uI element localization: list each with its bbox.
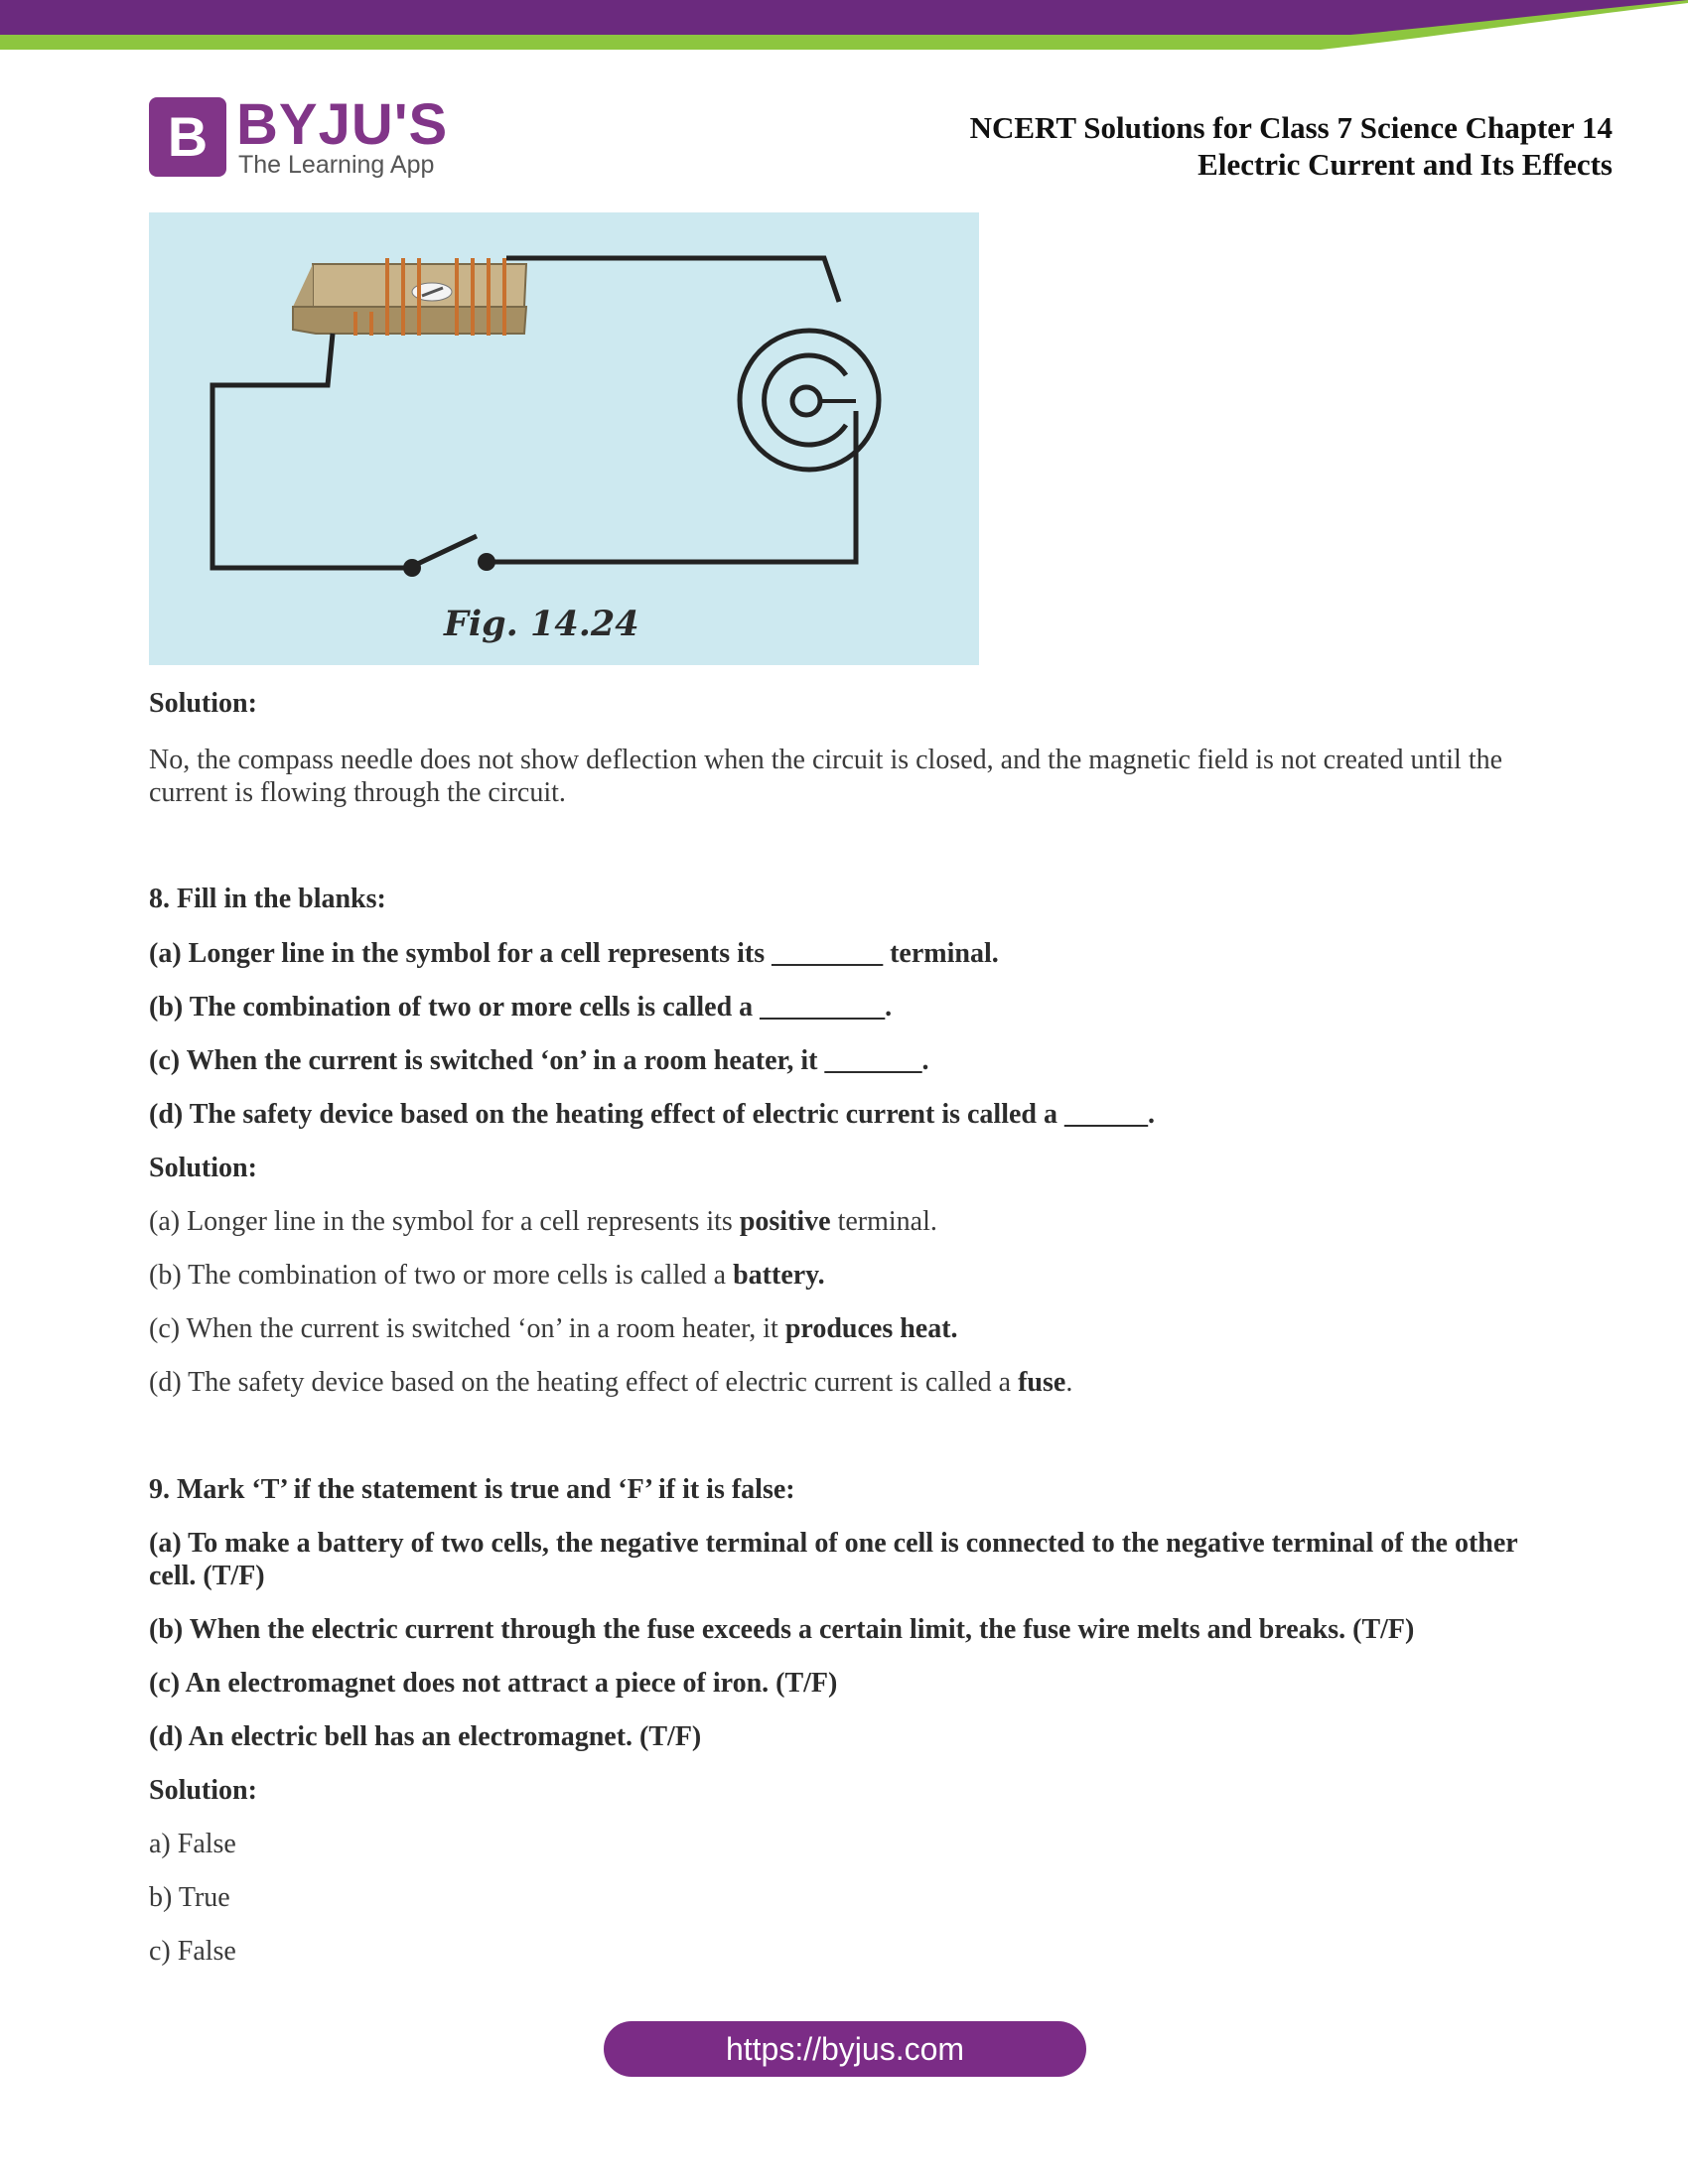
q8-answer-a: (a) Longer line in the symbol for a cell represents its positive terminal. [149, 1206, 937, 1237]
q9-item-a: (a) To make a battery of two cells, the negative terminal of one cell is connected to the negative terminal of the other cell. (T/F) [149, 1528, 1518, 1591]
compass-circuit-diagram [149, 212, 979, 665]
compass-box-side [293, 264, 313, 307]
q9-answer-a: a) False [149, 1829, 236, 1859]
q9-item-d: (d) An electric bell has an electromagnet. (T/F) [149, 1721, 702, 1752]
q8-solution-heading: Solution: [149, 1153, 257, 1183]
q8-item-c: (c) When the current is switched ‘on’ in a room heater, it _______. [149, 1045, 929, 1076]
logo-name: BYJU'S [236, 92, 449, 157]
q9-answer-c: c) False [149, 1936, 236, 1967]
switch-terminal-left [403, 559, 421, 577]
logo-mark: B [149, 97, 226, 177]
q8-item-a: (a) Longer line in the symbol for a cell represents its ________ terminal. [149, 938, 999, 969]
q8-answer-b: (b) The combination of two or more cells is called a battery. [149, 1260, 825, 1291]
header-line-2: Electric Current and Its Effects [1197, 147, 1613, 182]
header-decoration [0, 0, 1688, 60]
q8-answer-d: (d) The safety device based on the heating effect of electric current is called a fuse. [149, 1367, 1073, 1398]
logo-tagline: The Learning App [238, 151, 435, 179]
q9-item-c: (c) An electromagnet does not attract a piece of iron. (T/F) [149, 1668, 838, 1699]
bulb [740, 331, 879, 470]
switch-terminal-right [478, 553, 495, 571]
document-header [970, 109, 1613, 183]
q7-solution-text: No, the compass needle does not show deflection when the circuit is closed, and the magnetic field is not created until the current is flowing through the circuit. [149, 745, 1503, 808]
q9-title: 9. Mark ‘T’ if the statement is true and ‘F’ if it is false: [149, 1474, 795, 1505]
q8-answer-c: (c) When the current is switched ‘on’ in a room heater, it produces heat. [149, 1313, 958, 1344]
q9-answer-b: b) True [149, 1882, 230, 1913]
q8-title: 8. Fill in the blanks: [149, 884, 386, 914]
q9-solution-heading: Solution: [149, 1775, 257, 1806]
figure-14-24 [149, 212, 979, 665]
compass-box-front [293, 307, 526, 334]
footer-url-link[interactable]: https://byjus.com [604, 2021, 1086, 2077]
header-line-1: NCERT Solutions for Class 7 Science Chapter 14 [969, 110, 1613, 145]
q8-item-d: (d) The safety device based on the heating effect of electric current is called a ______. [149, 1099, 1155, 1130]
q8-item-b: (b) The combination of two or more cells is called a _________. [149, 992, 893, 1023]
q9-item-b: (b) When the electric current through the fuse exceeds a certain limit, the fuse wire melts and breaks. (T/F) [149, 1614, 1415, 1645]
figure-caption: Fig. 14.24 [444, 604, 639, 644]
byjus-logo[interactable] [149, 92, 449, 179]
page-content [149, 683, 1539, 1968]
q7-solution-heading: Solution: [149, 688, 257, 719]
